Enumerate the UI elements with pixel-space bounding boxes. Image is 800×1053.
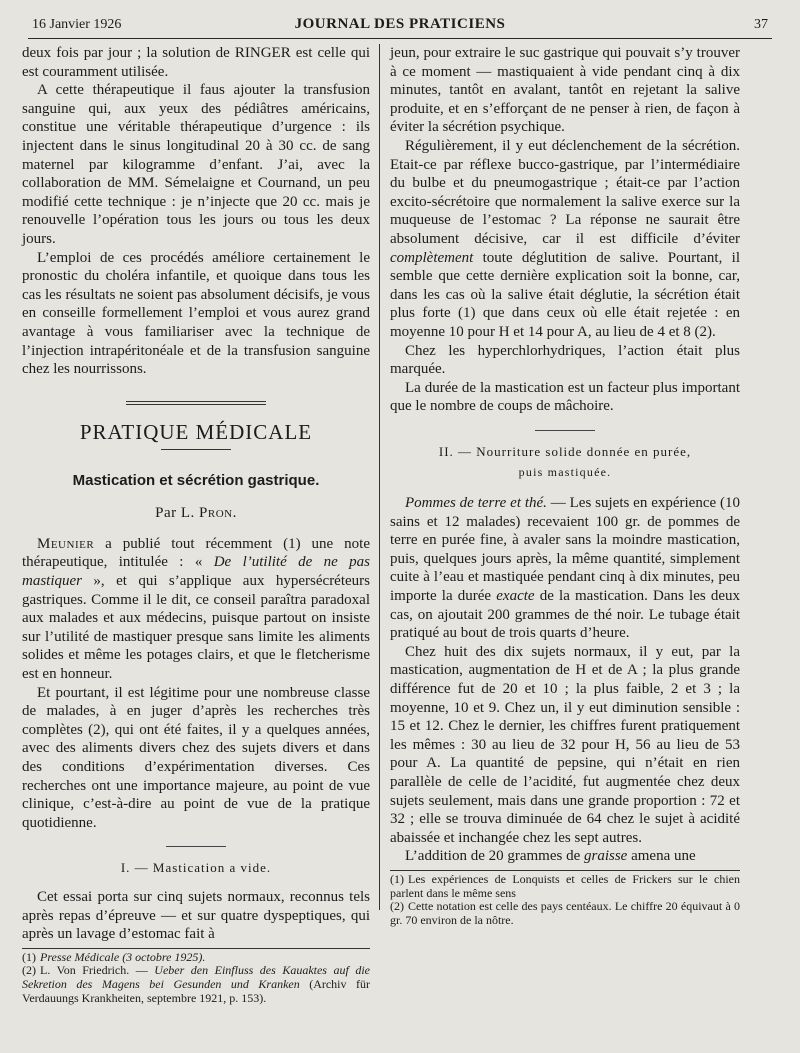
text-run: amena une (627, 848, 696, 865)
text-run: toute déglutition de salive. Pourtant, il semble que cette dernière explication soit la bonne, car, dans les cas où la salive était déglutie, la sécrétion était plus forte (1) que dans ceux où elle était rejetée : en moyenne 10 pour H et 14 pour A, au lieu de 4 et 8 (2). (390, 249, 740, 340)
paragraph: deux fois par jour ; la solution de RINGER est celle qui est couramment utilisée. (22, 45, 370, 80)
author-name: Meunier (37, 535, 95, 552)
text-run: de la mastication. Dans les deux cas, on ajoutait 200 grammes de thé noir. Le tubage était pratiqué au bout de trois quarts d’heure. (390, 588, 740, 642)
page-number: 37 (754, 17, 768, 32)
footnote-marker: (2) (390, 899, 404, 914)
footnote-marker: (2) (22, 963, 36, 978)
footnote (22, 964, 370, 1005)
text-run: a publié tout récemment (1) une note thérapeutique, intitulée : « (22, 535, 370, 571)
subsection-rule (166, 846, 226, 847)
header-date: 16 Janvier 1926 (32, 17, 122, 32)
subsection-heading: II. — Nourriture solide donnée en purée, (438, 443, 692, 459)
section-title: PRATIQUE MÉDICALE (79, 419, 313, 444)
footnote-text: Cette notation est celle des pays centéaux. Le chiffre 20 équivaut à 0 gr. 70 environ de la nôtre. (390, 899, 740, 927)
column-divider (379, 44, 380, 910)
paragraph: Et pourtant, il est légitime pour une nombreuse classe de malades, à en juger d’après les recherches très complètes (2), qui ont été faites, il y a quelques années, avec des aliments divers chez des sujets divers et dans des conditions d’expérimentation diverses. Ces recherches ont une importance majeure, au point de vue clinique, c’est-à-dire au point de vue de la pratique quotidienne. (22, 684, 370, 831)
emphasis: graisse (584, 848, 628, 865)
subsection-rule (535, 430, 595, 431)
paragraph: jeun, pour extraire le suc gastrique qui pouvait s’y trouver à ce moment — mastiquaient à vide pendant cinq à dix minutes, tantôt en avalant, tantôt en rejetant la salive produite, et en s’efforçant de ne penser à rien, de façon à éviter la sécrétion psychique. (390, 45, 740, 136)
footnote (390, 873, 740, 900)
byline-prefix: Par L. (155, 505, 195, 522)
emphasis: exacte (496, 588, 535, 605)
footnote-text: Presse Médicale (3 octobre 1925). (40, 949, 206, 964)
byline-author: Pron. (199, 505, 237, 522)
cited-title: De l’utilité de ne pas mastiquer (22, 554, 370, 590)
paragraph (390, 494, 740, 643)
footnote (22, 951, 370, 965)
section-rule (161, 449, 231, 450)
text-run: L’addition de 20 grammes de (405, 848, 584, 865)
emphasis: complètement (390, 249, 474, 266)
paragraph (390, 847, 740, 866)
paragraph: L’emploi de ces procédés améliore certainement le pronostic du choléra infantile, et quoique dans tous les cas les résultats ne soient pas absolument décisifs, je vous en conseille formellement l’emploi et vous aurez grand avantage à vous familiariser avec la technique de l’injection intrapéritonéale et de la transfusion sanguine chez les nourrissons. (22, 249, 370, 378)
footnote-marker: (1) (22, 949, 36, 964)
journal-name: JOURNAL DES PRATICIENS (294, 16, 506, 32)
footnote-marker: (1) (390, 871, 404, 886)
subsection-heading-cont: puis mastiquée. (518, 465, 612, 480)
subsection-heading: I. — Mastication a vide. (120, 860, 272, 876)
byline (22, 504, 370, 523)
text-run: — Les sujets en expérience (10 sains et 12 malades) recevaient 100 gr. de pommes de terre en purée fine, à avaler sans la moindre mastication, puis, quelques jours après, la même quantité, simplement cuite à l’eau et mastiquée pendant cinq à dix minutes, peu importe la durée (390, 495, 740, 605)
emphasis: Pommes de terre et thé. (405, 495, 547, 512)
paragraph: A cette thérapeutique il faus ajouter la transfusion sanguine qui, aux yeux des pédiâtres américains, constitue une véritable thérapeutique d’urgence : ils injectent dans le sinus longitudinal 20 à 30 cc. de sang maternel par kilogramme d’enfant. J’ai, avec la collaboration de MM. Sémelaigne et Cournand, un peu modifié cette technique : je n’injecte que 20 cc. mais je renouvelle l’opération tous les jours ou tous les deux jours. (22, 82, 370, 247)
text-run: L. Von Friedrich. — (40, 963, 155, 978)
footnote-text: Les expériences de Lonquists et celles de Frickers sur le chien parlent dans le même sens (390, 871, 740, 900)
paragraph: Chez les hyperchlorhydriques, l’action était plus marquée. (390, 342, 740, 378)
text-run: », et qui s’applique aux hypersécréteurs gastriques. Comme il le dit, ce conseil paraîtra paradoxal aux malades et aux médecins, puisque partout on insiste sur l’utilité de mastiquer presque sans limite les aliments solides et même les potages clairs, et que le fletcherisme est en honneur. (22, 573, 370, 683)
paragraph (22, 535, 370, 684)
paragraph: Cet essai porta sur cinq sujets normaux, reconnus tels après repas d’épreuve — et sur quatre dyspeptiques, qui après un lavage d’estomac fait à (22, 888, 370, 943)
cited-title: Ueber den Einfluss des Kauaktes auf die Sekretion des Magens bei Gesunden und Kranken (22, 963, 371, 991)
text-run: Régulièrement, il y eut déclenchement de la sécrétion. Etait-ce par réflexe bucco-gastrique, par l’intermédiaire du bulbe et du pneumogastrique ; était-ce par l’action excito-sécrétoire que normalement la salive exerce sur la muqueuse de l’estomac ? La réponse ne saurait être absolument décisive, car il est difficile d’éviter (390, 137, 740, 247)
section-ornament (126, 401, 266, 405)
running-header (28, 14, 772, 39)
paragraph: La durée de la mastication est un facteur plus important que le nombre de coups de mâchoire. (390, 379, 740, 415)
footnote-rule (22, 948, 370, 949)
paragraph (390, 137, 740, 342)
paragraph: Chez huit des dix sujets normaux, il y eut, par la mastication, augmentation de H et de A ; la plus grande différence fut de 20 et 10 ; la plus faible, 2 et 3 ; la moyenne, 10 et 9. Chez un, il y eut diminution sensible : 15 et 12. Chez le dernier, les chiffres furent pratiquement les mêmes : 30 au lieu de 32 pour H, 56 au lieu de 53 pour A. La quantité de pepsine, qui n’était en rien parallèle de celle de l’acidité, fut augmentée chez deux sujets seulement, mais dans une grande proportion : 72 et 32 ; elle se trouva diminuée de 64 chez le sujet à acidité abaissée et inchangée chez les sept autres. (390, 643, 740, 846)
left-column (22, 44, 370, 1053)
article-title: Mastication et sécrétion gastrique. (72, 471, 320, 489)
footnote (390, 900, 740, 927)
text-run: (Archiv für Verdauungs Krankheiten, septembre 1921, p. 153). (22, 976, 370, 1005)
right-column (390, 44, 740, 1053)
footnote-rule (390, 870, 740, 871)
